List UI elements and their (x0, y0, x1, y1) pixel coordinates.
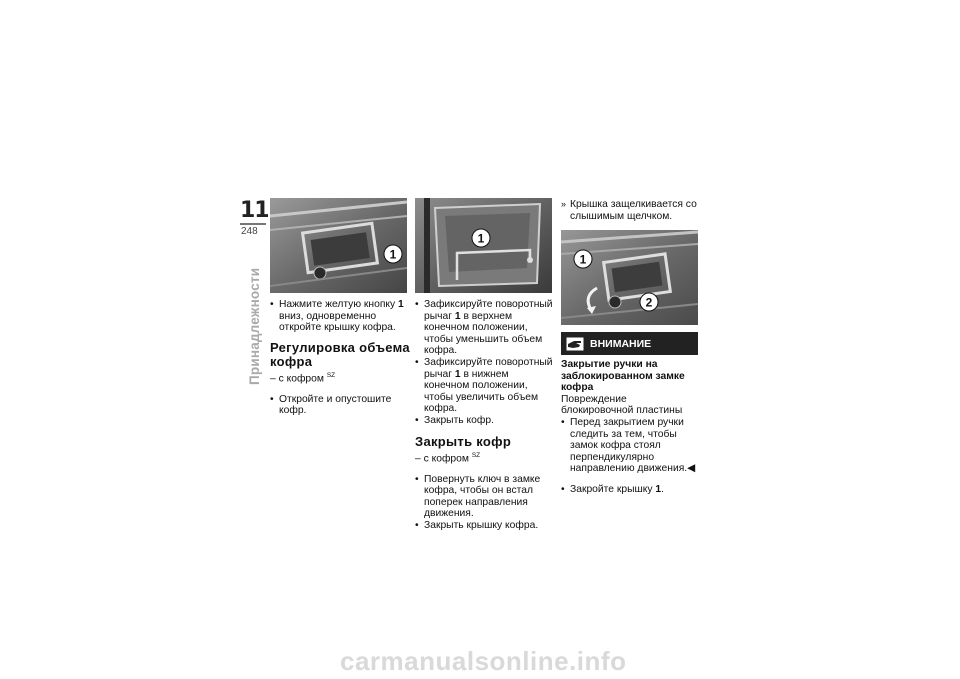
instruction-step: • Нажмите желтую кнопку 1 вниз, одновременно откройте крышку кофра. (270, 299, 410, 334)
figure-lid-close (561, 230, 698, 325)
prerequisite: – с кофром $^{SZ}$ (415, 451, 481, 464)
figure-release-button (270, 198, 407, 293)
chapter-number: 11 (240, 198, 269, 223)
column-3-warning (561, 359, 701, 496)
section-heading: Регулировка объема кофра (270, 339, 410, 369)
figure-label: 1 (389, 247, 397, 262)
warning-text: Повреждение блокировочной пластины (561, 393, 683, 417)
column-1 (270, 299, 410, 417)
section-heading: Закрыть кофр (415, 433, 512, 449)
figure-volume-lever (415, 198, 552, 293)
column-2 (415, 299, 555, 532)
page-number: 248 (241, 226, 258, 237)
figure-label: 1 (579, 252, 587, 267)
instruction-step: • Повернуть ключ в замке кофра, чтобы он встал поперек направления движения. (415, 474, 555, 520)
instruction-step: • Закройте крышку 1. (561, 484, 701, 496)
warning-hand-icon (566, 337, 584, 351)
instruction-step: • Зафиксируйте поворотный рычаг 1 в верхнем конечном положении, чтобы уменьшить объем кофра. (415, 299, 555, 357)
instruction-step: • Перед закрытием ручки следить за тем, чтобы замок кофра стоял перпендикулярно направлению движения.◀ (561, 417, 701, 475)
instruction-step: • Закрыть крышку кофра. (415, 520, 555, 532)
instruction-step: • Зафиксируйте поворотный рычаг 1 в нижнем конечном положении, чтобы увеличить объем кофра. (415, 357, 555, 415)
end-mark-icon: ◀ (687, 463, 696, 475)
instruction-step: • Откройте и опустошите кофр. (270, 394, 410, 417)
figure-label: 1 (477, 231, 485, 246)
result-text: » Крышка защелкивается со слышимым щелчком. (561, 199, 701, 222)
warning-heading: Закрытие ручки на заблокированном замке кофра (561, 359, 685, 394)
chapter-divider (240, 223, 266, 225)
column-3-result (561, 199, 701, 222)
chapter-title: Принадлежности (247, 267, 262, 385)
instruction-step: • Закрыть кофр. (415, 415, 555, 427)
prerequisite: – с кофром $^{SZ}$ (270, 371, 336, 385)
warning-banner (561, 332, 698, 355)
footer-watermark: carmanualsonline.info (340, 646, 627, 676)
warning-label: ВНИМАНИЕ (590, 337, 652, 350)
figure-label: 2 (645, 295, 653, 310)
